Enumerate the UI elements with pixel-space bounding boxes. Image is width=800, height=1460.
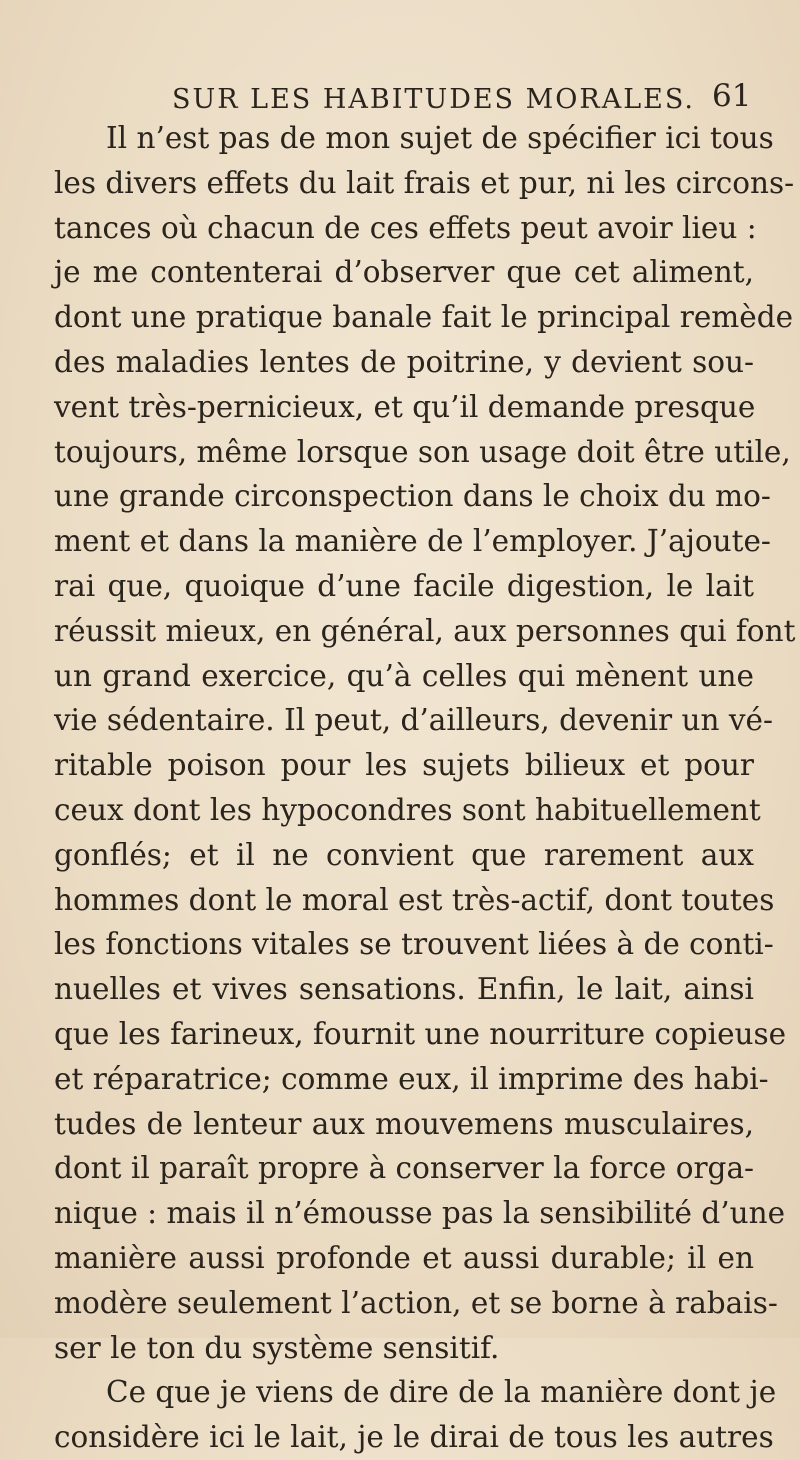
text-line: un grand exercice, qu’à celles qui mènent une: [54, 658, 754, 693]
text-line: toujours, même lorsque son usage doit être utile,: [54, 434, 791, 469]
text-line: les fonctions vitales se trouvent liées à de conti-: [54, 927, 774, 962]
text-line: gonflés; et il ne convient que rarement aux: [54, 837, 754, 872]
text-line: ment et dans la manière de l’employer. J’ajoute-: [54, 524, 771, 559]
text-line: manière aussi profonde et aussi durable; il en: [54, 1240, 754, 1275]
text-line: modère seulement l’action, et se borne à rabais-: [54, 1285, 778, 1320]
text-line: et réparatrice; comme eux, il imprime des habi-: [54, 1061, 769, 1096]
text-line: Ce que je viens de dire de la manière dont je: [106, 1375, 777, 1410]
text-line: ritable poison pour les sujets bilieux et pour: [54, 748, 754, 783]
text-line: rai que, quoique d’une facile digestion, le lait: [54, 568, 754, 603]
text-line: nique : mais il n’émousse pas la sensibilité d’une: [54, 1196, 786, 1231]
text-line: une grande circonspection dans le choix du mo-: [54, 479, 771, 514]
text-line: les divers effets du lait frais et pur, ni les circons-: [54, 165, 795, 200]
text-line: vie sédentaire. Il peut, d’ailleurs, devenir un vé-: [54, 703, 773, 738]
text-line: nuelles et vives sensations. Enfin, le lait, ainsi: [54, 972, 754, 1007]
text-line: réussit mieux, en général, aux personnes qui font: [54, 613, 796, 648]
text-line: que les farineux, fournit une nourriture copieuse: [54, 1016, 787, 1051]
body-text: [54, 116, 796, 1460]
running-head: SUR LES HABITUDES MORALES.: [172, 84, 695, 115]
text-line: ser le ton du système sensitif.: [54, 1330, 500, 1365]
text-line: dont il paraît propre à conserver la force orga-: [54, 1151, 754, 1186]
text-line: des maladies lentes de poitrine, y devient sou-: [54, 344, 754, 379]
text-line: ceux dont les hypocondres sont habituellement: [54, 792, 761, 827]
text-line: considère ici le lait, je le dirai de tous les autres: [54, 1420, 774, 1455]
text-line: Il n’est pas de mon sujet de spécifier ici tous: [106, 121, 774, 155]
text-line: tudes de lenteur aux mouvemens musculaires,: [54, 1106, 754, 1141]
text-line: vent très-pernicieux, et qu’il demande presque: [54, 389, 756, 424]
text-line: je me contenterai d’observer que cet aliment,: [54, 255, 754, 290]
page-number: 61: [712, 78, 752, 114]
text-line: dont une pratique banale fait le principal remède: [54, 300, 794, 335]
text-line: tances où chacun de ces effets peut avoir lieu :: [54, 210, 757, 245]
text-line: hommes dont le moral est très-actif, dont toutes: [54, 882, 775, 917]
